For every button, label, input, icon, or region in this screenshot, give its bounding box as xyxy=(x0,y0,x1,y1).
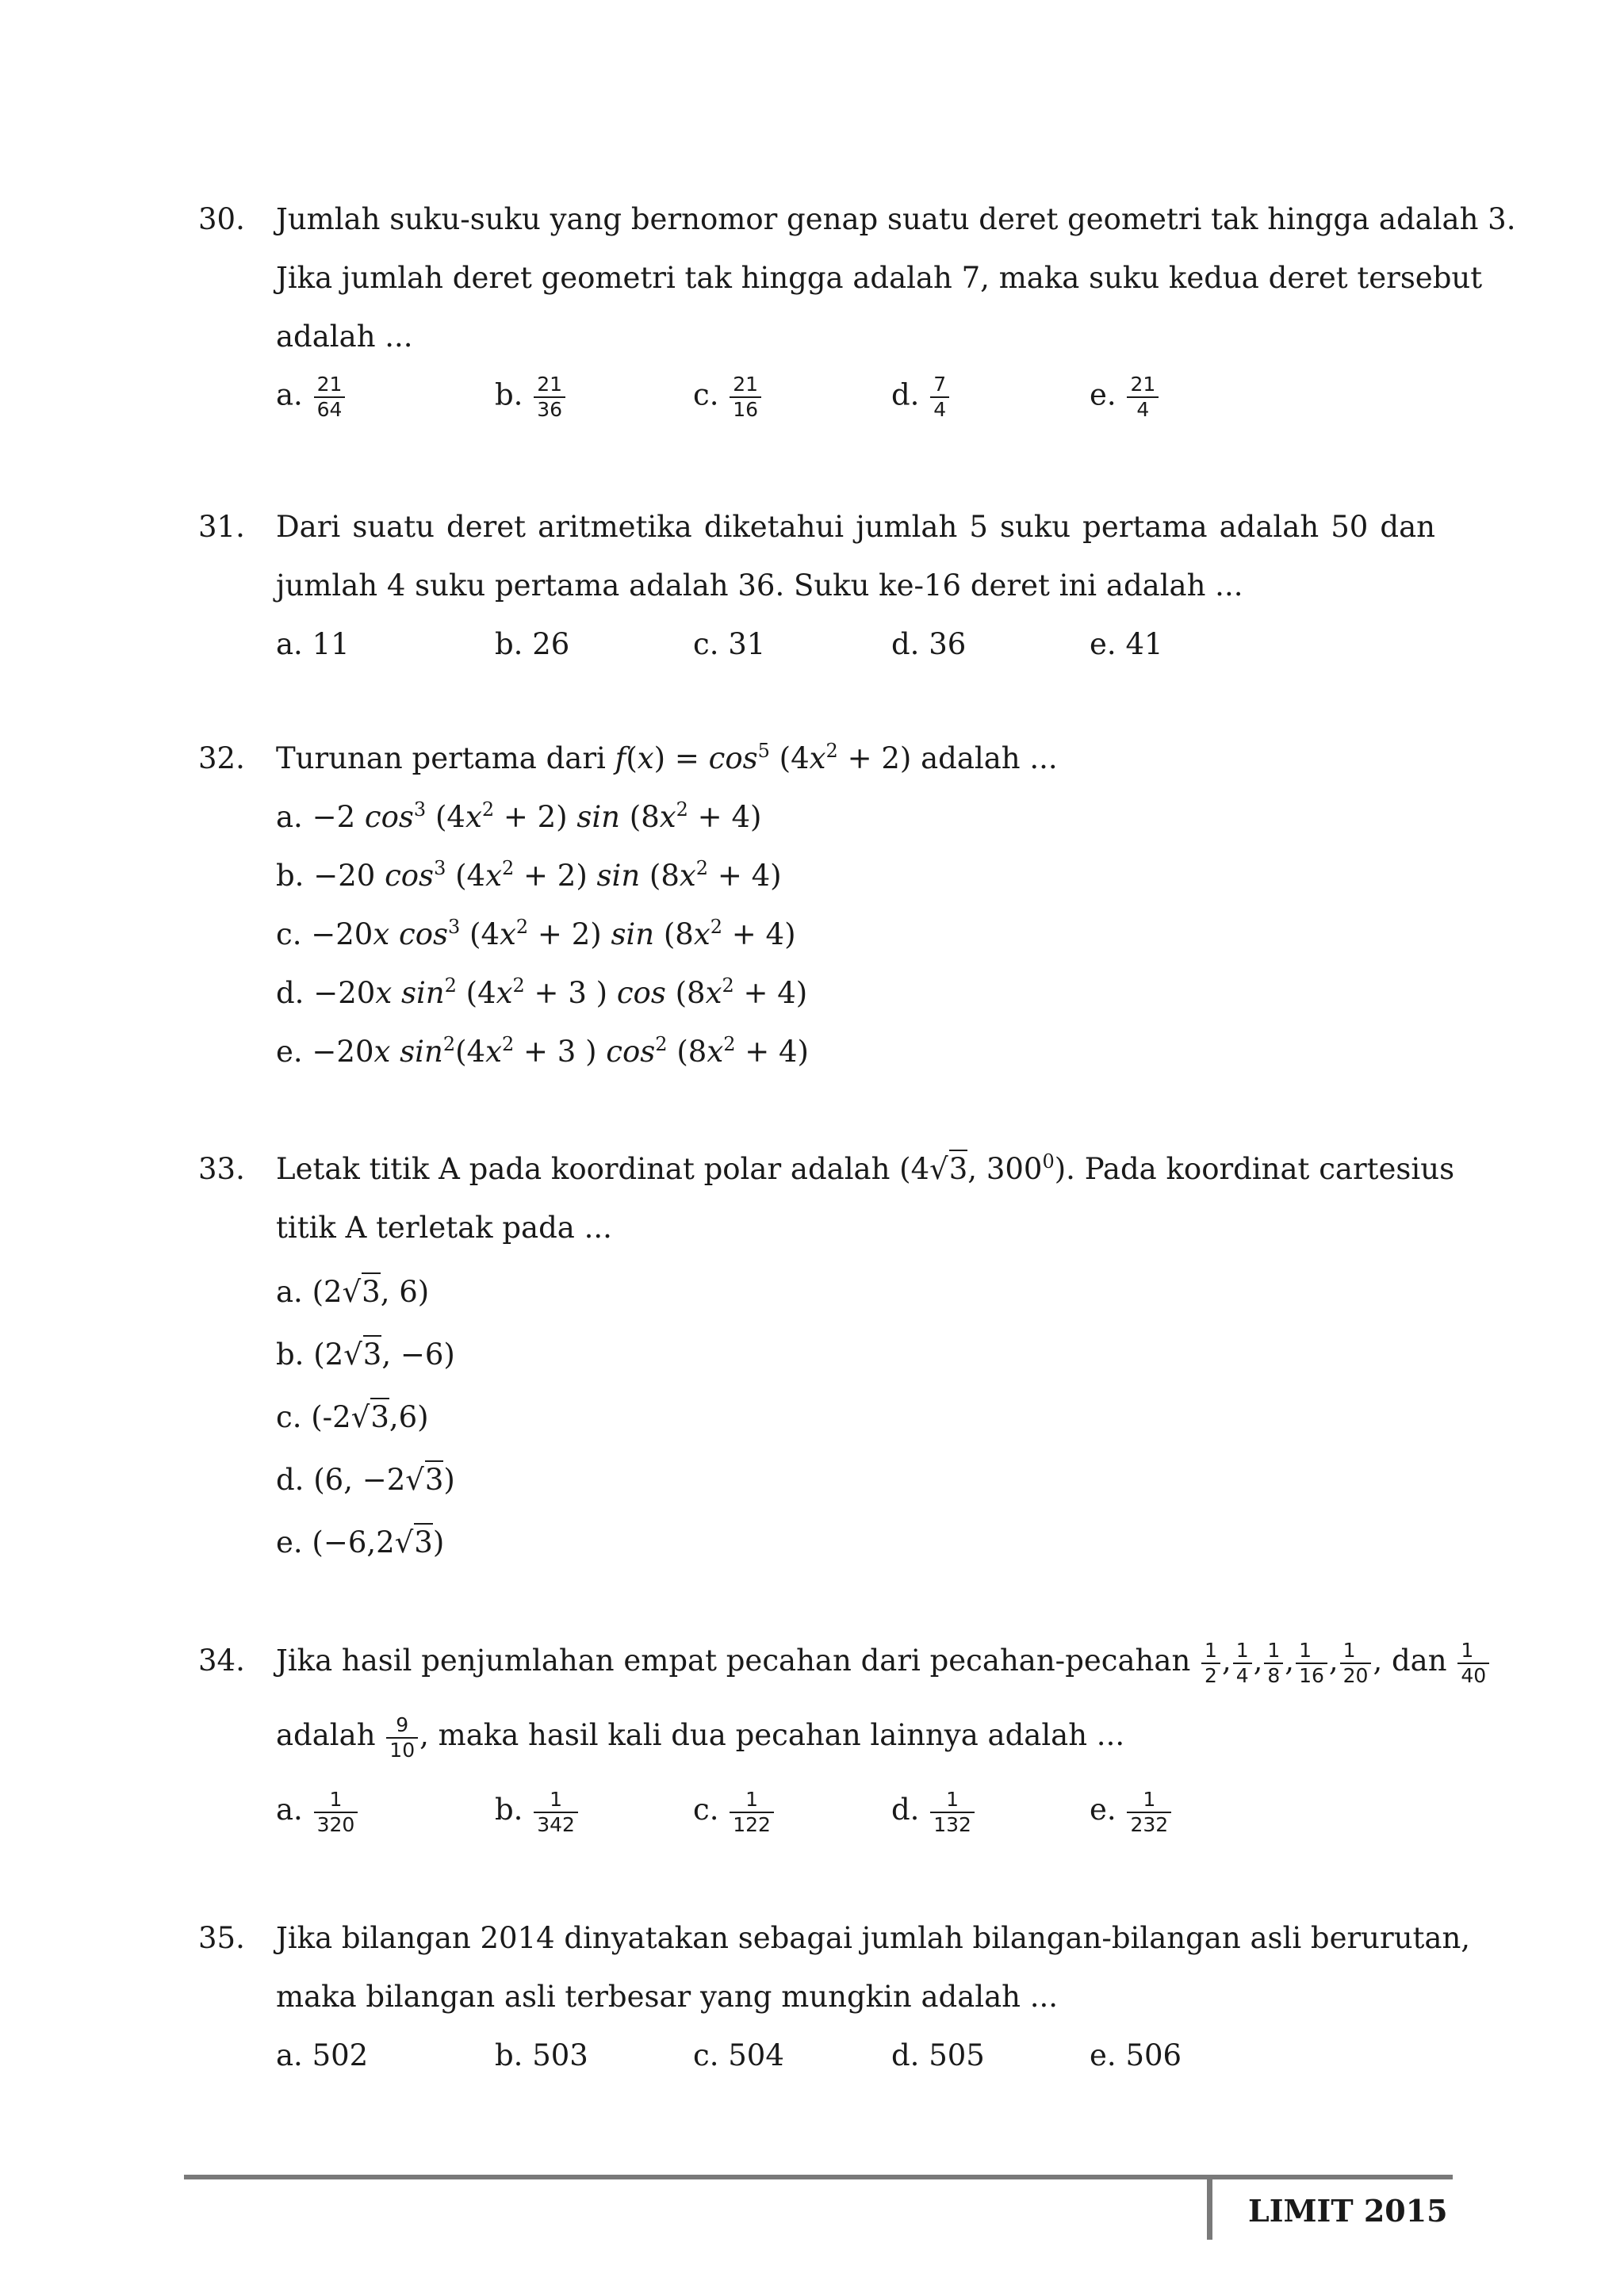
footer-divider xyxy=(1207,2175,1212,2240)
question-number: 30. xyxy=(198,202,245,236)
option-e[interactable]: e. $\frac{1}{232}$ xyxy=(1090,1781,1173,1839)
question-stem xyxy=(276,498,1435,615)
option-e[interactable]: e. $\frac{21}{4}$ xyxy=(1090,373,1160,422)
option-c[interactable]: c. −20x $\cos^3 (4x^2 + 2)$ $\sin (8x^2 + 4)$ xyxy=(276,916,796,951)
option-d[interactable]: d. $\frac{1}{132}$ xyxy=(891,1781,976,1839)
question-stem: Turunan pertama dari $f(x) = \cos^5 (4x^2 + 2)$ adalah ... xyxy=(276,740,1058,775)
stem-line: jumlah 4 suku pertama adalah 36. Suku ke-16 deret ini adalah ... xyxy=(276,568,1243,603)
option-a[interactable]: a. 502 xyxy=(276,2038,369,2072)
option-d[interactable]: d. 505 xyxy=(891,2038,985,2072)
option-c[interactable]: c. $\frac{21}{16}$ xyxy=(693,373,763,422)
math-expression: f xyxy=(615,741,626,775)
footer-rule xyxy=(184,2175,1453,2179)
option-e[interactable]: e. 506 xyxy=(1090,2038,1182,2072)
option-e[interactable]: e. 41 xyxy=(1090,627,1163,661)
option-b[interactable]: b. $\frac{1}{342}$ xyxy=(495,1781,580,1839)
option-c[interactable]: c. 504 xyxy=(693,2038,784,2072)
question-stem xyxy=(276,1632,1487,1690)
option-b[interactable]: b. −20 $\cos^3 (4x^2 + 2)$ $\sin (8x^2 + 4)$ xyxy=(276,857,782,893)
stem-line: titik A terletak pada ... xyxy=(276,1211,612,1245)
option-d[interactable]: d. −20x $\sin^2 (4x^2 + 3$ ) $\cos (8x^2 + 4)$ xyxy=(276,974,808,1010)
fraction: $\frac{21}{36}$ xyxy=(534,373,565,422)
option-e[interactable]: e. (−6,2√3) xyxy=(276,1511,444,1574)
question-number: 34. xyxy=(198,1644,245,1678)
fraction: $\frac{7}{4}$ xyxy=(930,373,949,422)
option-e[interactable]: e. −20x $\sin^2(4x^2 + 3$ ) $\cos^2 (8x^2 + 4)$ xyxy=(276,1033,809,1069)
question-stem xyxy=(276,1140,1455,1257)
fraction: $\frac{21}{4}$ xyxy=(1127,373,1159,422)
option-b[interactable]: b. $\frac{21}{36}$ xyxy=(495,373,567,422)
option-c[interactable]: c. $\frac{1}{122}$ xyxy=(693,1781,776,1839)
question-number: 35. xyxy=(198,1921,245,1955)
option-d[interactable]: d. 36 xyxy=(891,627,967,661)
option-a[interactable]: a. $\frac{21}{64}$ xyxy=(276,373,347,422)
option-a[interactable]: a. (2√3, 6) xyxy=(276,1261,429,1323)
footer-label: LIMIT 2015 xyxy=(1248,2193,1448,2229)
fraction: $\frac{21}{16}$ xyxy=(730,373,761,422)
question-stem xyxy=(276,190,1516,366)
option-b[interactable]: b. 26 xyxy=(495,627,570,661)
fraction: $\frac{21}{64}$ xyxy=(314,373,346,422)
option-a[interactable]: a. $\frac{1}{320}$ xyxy=(276,1781,359,1839)
stem-line: Dari suatu deret aritmetika diketahui jumlah 5 suku pertama adalah 50 dan xyxy=(276,510,1435,544)
stem-line: Jika bilangan 2014 dinyatakan sebagai jumlah bilangan-bilangan asli berurutan, xyxy=(276,1921,1471,1955)
question-stem xyxy=(276,1909,1471,2026)
stem-line: Jika jumlah deret geometri tak hingga adalah 7, maka suku kedua deret tersebut xyxy=(276,261,1483,295)
option-b[interactable]: b. 503 xyxy=(495,2038,588,2072)
stem-line: adalah ... xyxy=(276,320,413,354)
option-a[interactable]: a. −2 $\cos^3 (4x^2 + 2)$ $\sin (8x^2 + 4)$ xyxy=(276,798,762,834)
option-d[interactable]: d. $\frac{7}{4}$ xyxy=(891,373,951,422)
option-b[interactable]: b. (2√3, −6) xyxy=(276,1323,455,1386)
option-c[interactable]: c. (-2√3,6) xyxy=(276,1386,429,1448)
stem-line: Jika hasil penjumlahan empat pecahan dari pecahan-pecahan $\frac{1}{2}$ , $\frac{1}{4}$ , $\frac{1}{8}$ , $\frac{1}{16}$ , $\frac{1}{20}$ , dan $\frac{1}{40}$ xyxy=(276,1632,1435,1690)
option-a[interactable]: a. 11 xyxy=(276,627,350,661)
question-stem-line2: adalah $\frac{9}{10}$ , maka hasil kali dua pecahan lainnya adalah ... xyxy=(276,1712,1125,1762)
option-c[interactable]: c. 31 xyxy=(693,627,766,661)
question-number: 32. xyxy=(198,741,245,775)
option-d[interactable]: d. (6, −2√3) xyxy=(276,1448,455,1511)
stem-line: Jumlah suku-suku yang bernomor genap suatu deret geometri tak hingga adalah 3. xyxy=(276,202,1516,236)
question-number: 31. xyxy=(198,510,245,544)
question-number: 33. xyxy=(198,1152,245,1186)
stem-line: Letak titik A pada koordinat polar adalah (4√3, $300^0$). Pada koordinat cartesius xyxy=(276,1150,1455,1186)
stem-line: maka bilangan asli terbesar yang mungkin adalah ... xyxy=(276,1980,1059,2014)
